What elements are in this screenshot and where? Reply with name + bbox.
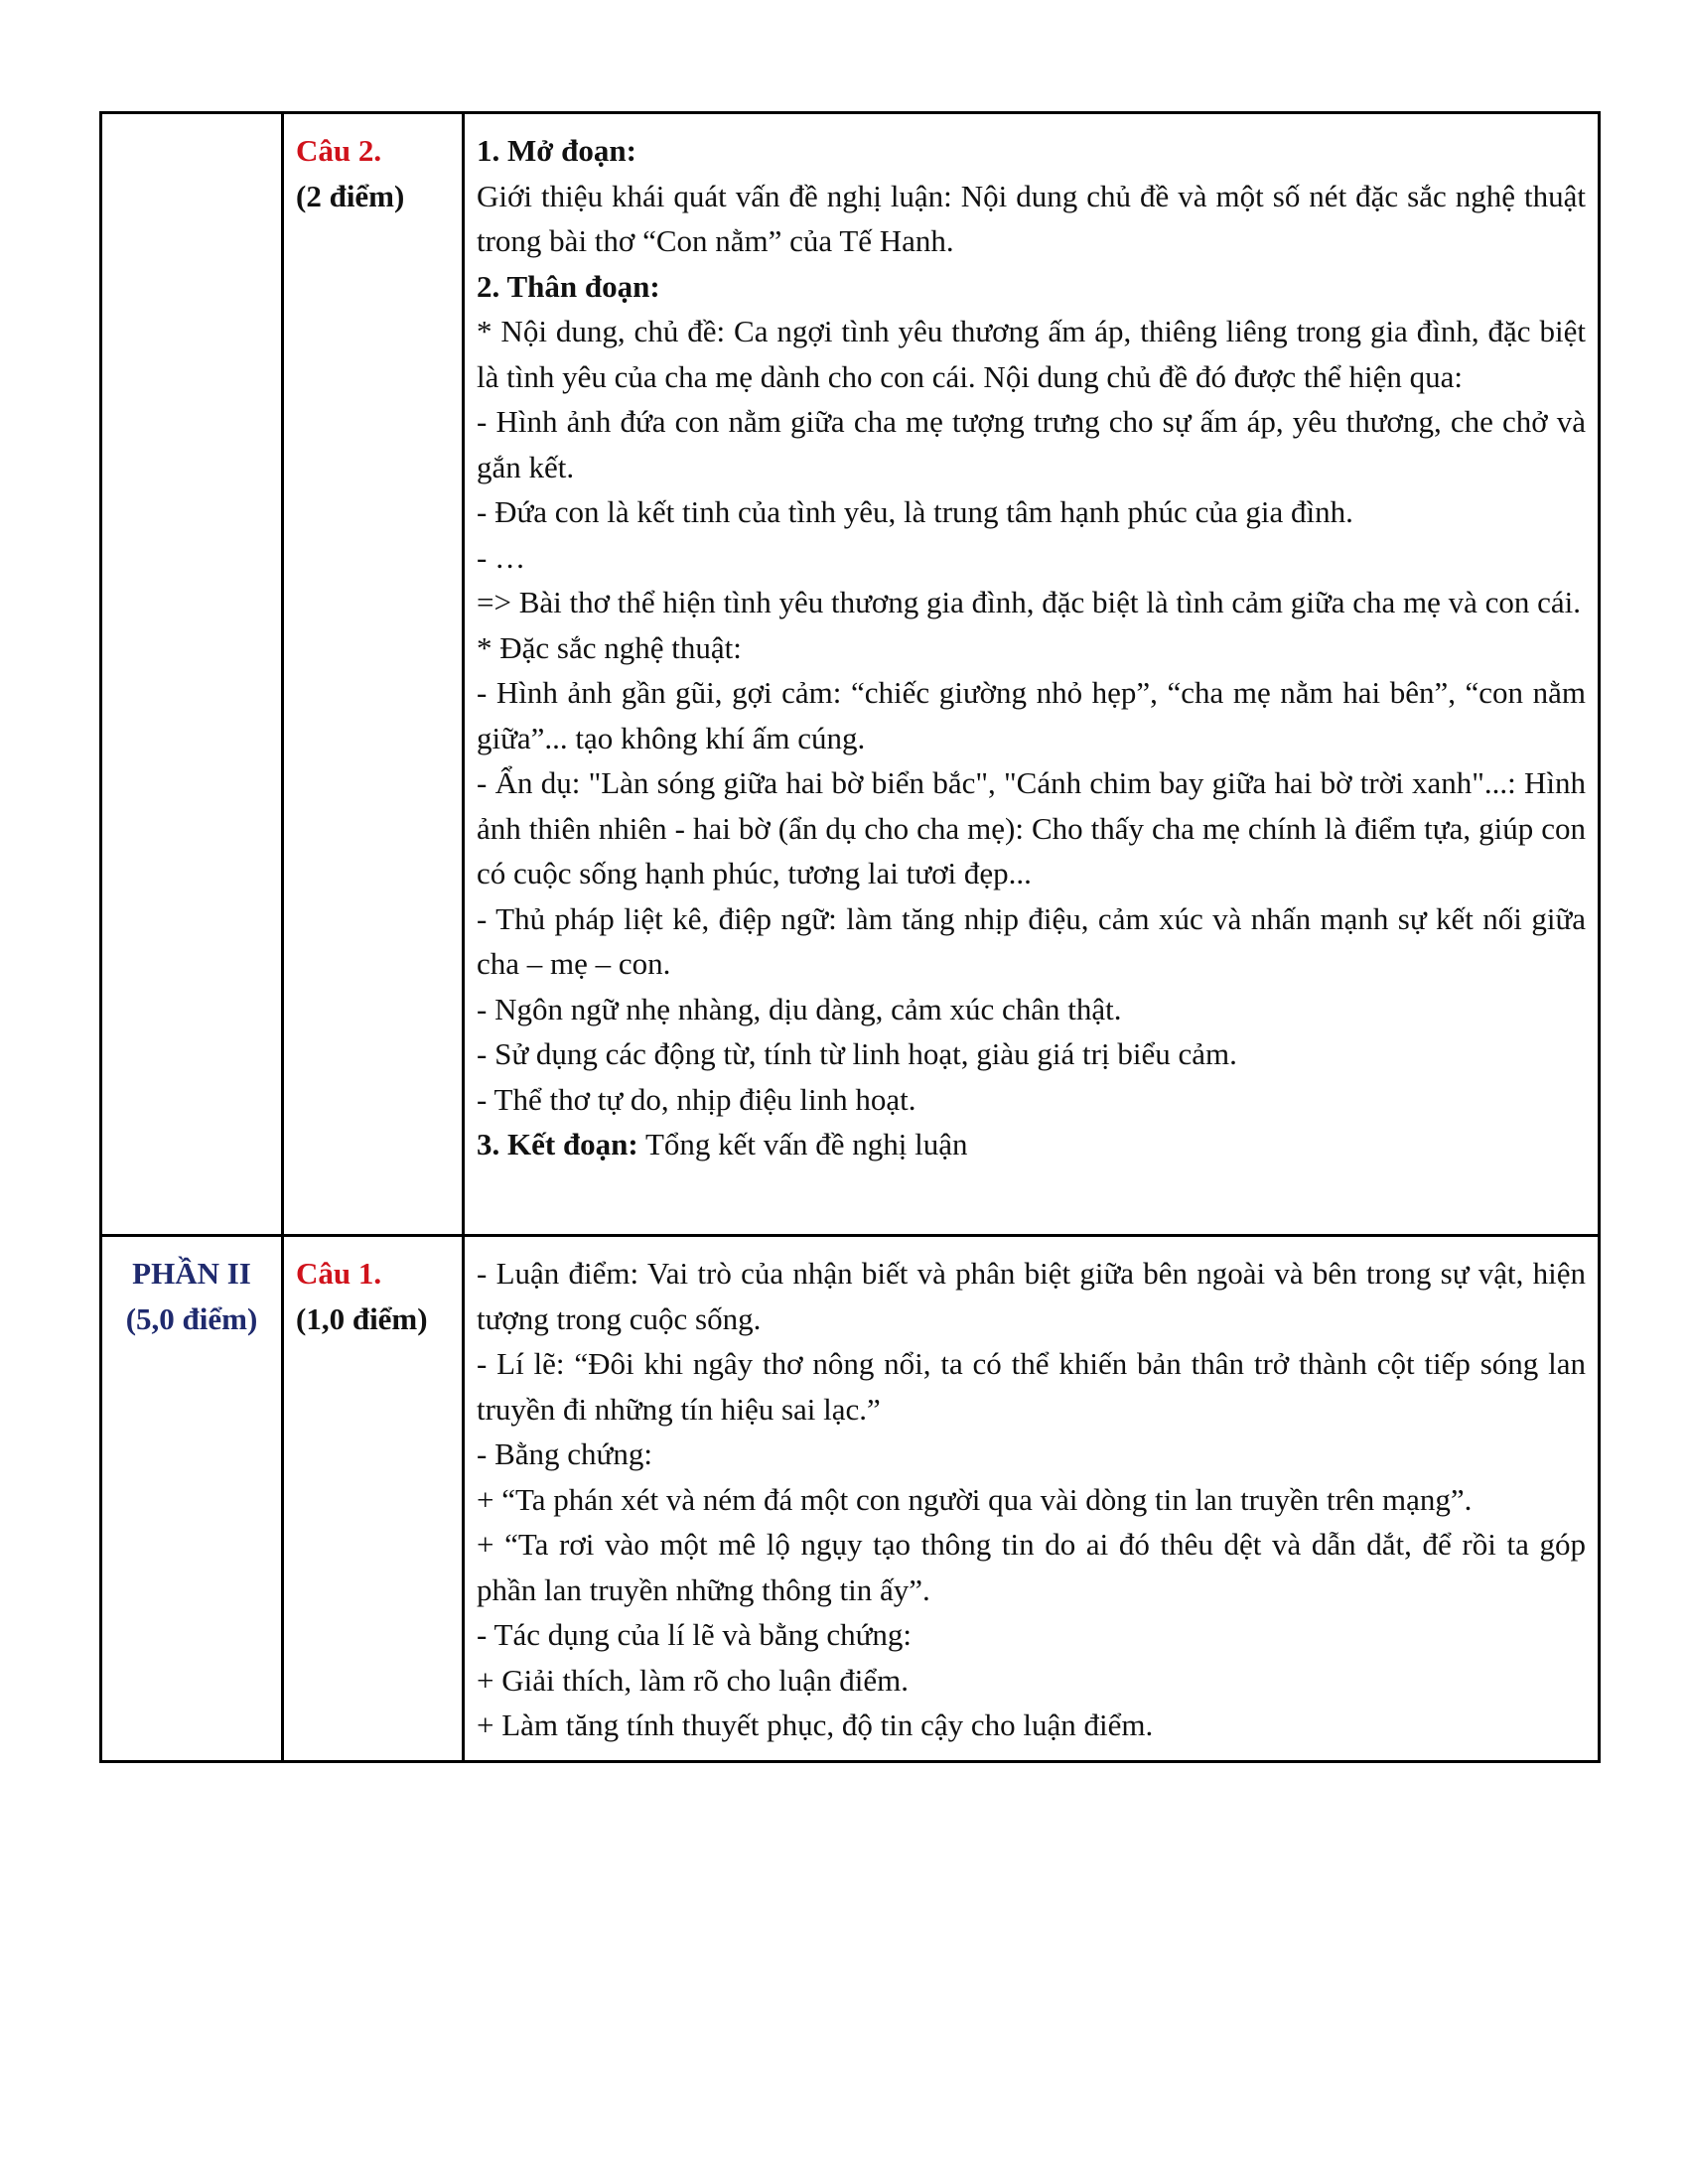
part-title: PHẦN II: [132, 1256, 251, 1291]
question-title: Câu 2.: [296, 133, 382, 168]
conclusion-text: Tổng kết vấn đề nghị luận: [637, 1127, 968, 1161]
body-line: - Hình ảnh đứa con nằm giữa cha mẹ tượng trưng cho sự ấm áp, yêu thương, che chở và gắn kết.: [477, 404, 1586, 484]
body-line: - Lí lẽ: “Đôi khi ngây thơ nông nổi, ta có thể khiến bản thân trở thành cột tiếp sóng lan truyền đi những tín hiệu sai lạc.”: [477, 1346, 1586, 1427]
body-line: * Đặc sắc nghệ thuật:: [477, 629, 742, 665]
body-line: - …: [477, 539, 526, 575]
question-title: Câu 1.: [296, 1256, 382, 1291]
body-line: - Luận điểm: Vai trò của nhận biết và phân biệt giữa bên ngoài và bên trong sự vật, hiện tượng trong cuộc sống.: [477, 1256, 1586, 1336]
body-line: + “Ta rơi vào một mê lộ ngụy tạo thông tin do ai đó thêu dệt và dẫn dắt, để rồi ta góp phần lan truyền những thông tin ấy”.: [477, 1527, 1586, 1607]
part-cell: [101, 1236, 283, 1762]
body-line: - Thể thơ tự do, nhịp điệu linh hoạt.: [477, 1081, 916, 1117]
table-row: [101, 113, 1600, 1236]
body-line: - Bằng chứng:: [477, 1436, 652, 1471]
table-row: [101, 1236, 1600, 1762]
question-cell: [283, 113, 464, 1236]
body-line: * Nội dung, chủ đề: Ca ngợi tình yêu thương ấm áp, thiêng liêng trong gia đình, đặc biệt là tình yêu của cha mẹ dành cho con cái. Nội dung chủ đề đó được thể hiện qua:: [477, 314, 1586, 394]
body-line: - Đứa con là kết tinh của tình yêu, là trung tâm hạnh phúc của gia đình.: [477, 494, 1353, 529]
body-line: + Làm tăng tính thuyết phục, độ tin cậy cho luận điểm.: [477, 1707, 1154, 1742]
question-points: (2 điểm): [296, 178, 405, 213]
body-line: => Bài thơ thể hiện tình yêu thương gia đình, đặc biệt là tình cảm giữa cha mẹ và con cái.: [477, 585, 1581, 619]
part-cell: [101, 113, 283, 1236]
question-cell: [283, 1236, 464, 1762]
part-points: (5,0 điểm): [125, 1300, 258, 1336]
intro-text: Giới thiệu khái quát vấn đề nghị luận: Nội dung chủ đề và một số nét đặc sắc nghệ thuật trong bài thơ “Con nằm” của Tế Hanh.: [477, 178, 1586, 258]
body-line: - Ngôn ngữ nhẹ nhàng, dịu dàng, cảm xúc chân thật.: [477, 991, 1122, 1026]
body-line: - Hình ảnh gần gũi, gợi cảm: “chiếc giường nhỏ hẹp”, “cha mẹ nằm hai bên”, “con nằm giữa”... tạo không khí ấm cúng.: [477, 675, 1586, 755]
section-heading: 2. Thân đoạn:: [477, 268, 660, 304]
body-line: - Thủ pháp liệt kê, điệp ngữ: làm tăng nhịp điệu, cảm xúc và nhấn mạnh sự kết nối giữa cha – mẹ – con.: [477, 900, 1586, 981]
section-heading: 1. Mở đoạn:: [477, 133, 636, 168]
section-heading: 3. Kết đoạn:: [477, 1127, 638, 1161]
question-points: (1,0 điểm): [296, 1300, 428, 1336]
answer-table: [99, 111, 1601, 1763]
body-line: - Sử dụng các động từ, tính từ linh hoạt, giàu giá trị biểu cảm.: [477, 1036, 1237, 1071]
conclusion-line: [477, 1122, 1586, 1167]
answer-content-cell: [464, 1236, 1600, 1762]
answer-content-cell: [464, 113, 1600, 1236]
body-line: + “Ta phán xét và ném đá một con người qua vài dòng tin lan truyền trên mạng”.: [477, 1481, 1473, 1517]
body-line: + Giải thích, làm rõ cho luận điểm.: [477, 1662, 910, 1698]
body-line: - Tác dụng của lí lẽ và bằng chứng:: [477, 1617, 913, 1652]
body-line: - Ẩn dụ: "Làn sóng giữa hai bờ biển bắc", "Cánh chim bay giữa hai bờ trời xanh"...: Hình ảnh thiên nhiên - hai bờ (ẩn dụ cho cha mẹ): Cho thấy cha mẹ chính là điểm tựa, giúp con có cuộc sống hạnh phúc, tương lai tươi đẹp...: [477, 765, 1586, 890]
